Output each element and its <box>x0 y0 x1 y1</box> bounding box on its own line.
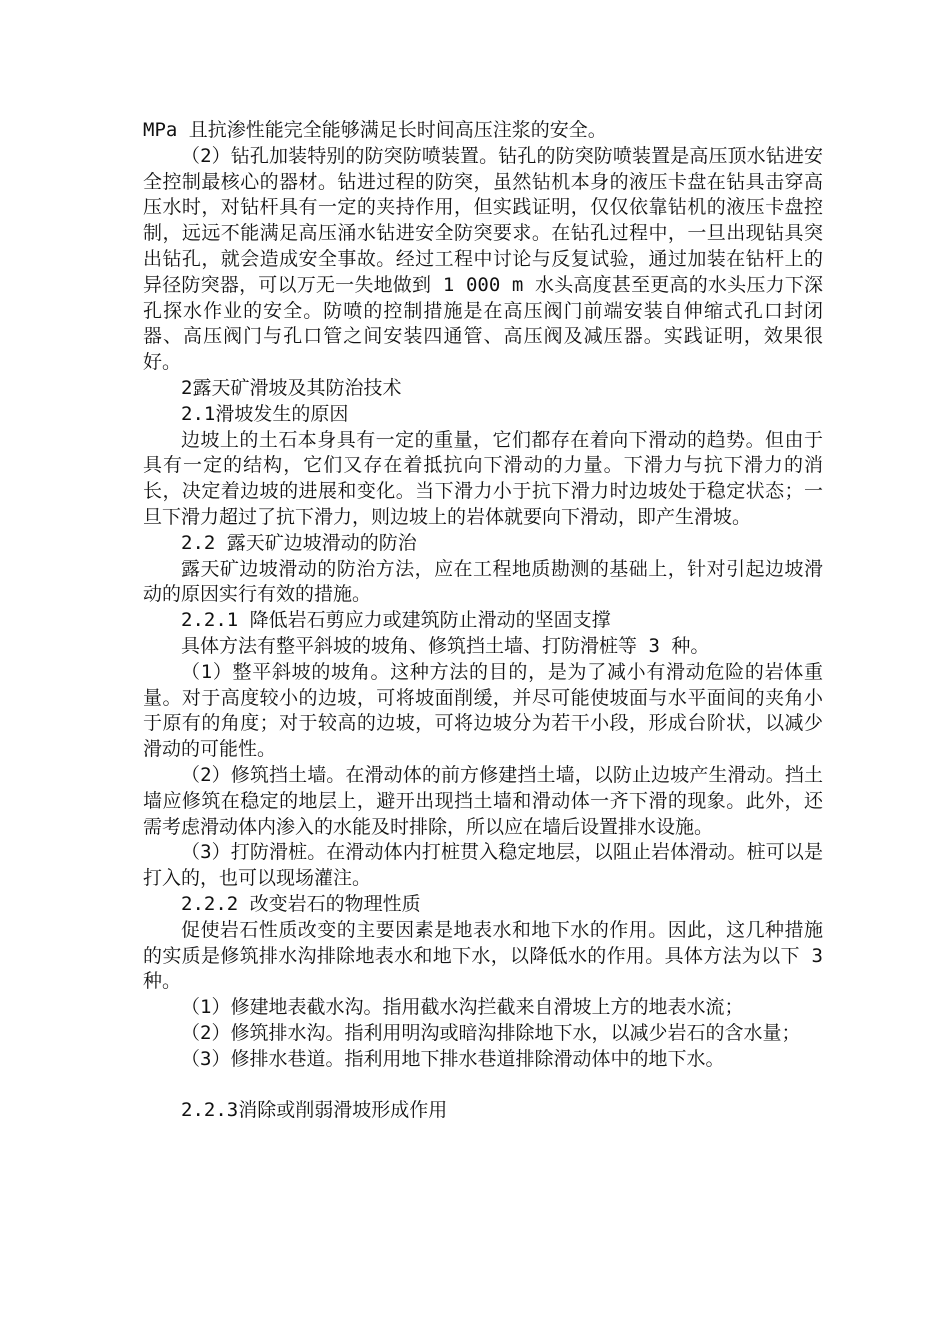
section-heading: 2.2.3消除或削弱滑坡形成作用 <box>181 1099 448 1122</box>
paragraph: （2）修筑挡土墙。在滑动体的前方修建挡土墙，以防止边坡产生滑动。挡土墙应修筑在稳定的地层上，避开出现挡土墙和滑动体一齐下滑的现象。此外，还需考虑滑动体内渗入的水能及时排除，所以应在墙后设置排水设施。 <box>143 763 823 838</box>
document-body <box>143 118 823 1124</box>
section-heading: 2.2 露天矿边坡滑动的防治 <box>181 531 417 554</box>
paragraph: 具体方法有整平斜坡的坡角、修筑挡土墙、打防滑桩等 3 种。 <box>181 634 710 657</box>
paragraph: 露天矿边坡滑动的防治方法，应在工程地质勘测的基础上，针对引起边坡滑动的原因实行有效的措施。 <box>143 557 823 606</box>
paragraph: （1）修建地表截水沟。指用截水沟拦截来自滑坡上方的地表水流； <box>181 996 744 1019</box>
paragraph: （3）打防滑桩。在滑动体内打桩贯入稳定地层，以阻止岩体滑动。桩可以是打入的，也可以现场灌注。 <box>143 841 823 890</box>
paragraph: MPa 且抗渗性能完全能够满足长时间高压注浆的安全。 <box>143 119 607 141</box>
section-heading: 2露天矿滑坡及其防治技术 <box>181 376 402 399</box>
section-heading: 2.1滑坡发生的原因 <box>181 402 349 425</box>
paragraph: （3）修排水巷道。指利用地下排水巷道排除滑动体中的地下水。 <box>181 1047 725 1070</box>
paragraph: （1）整平斜坡的坡角。这种方法的目的，是为了减小有滑动危险的岩体重量。对于高度较小的边坡，可将坡面削缓，并尽可能使坡面与水平面间的夹角小于原有的角度；对于较高的边坡，可将边坡分为若干小段，形成台阶状，以减少滑动的可能性。 <box>143 660 823 761</box>
paragraph: （2）钻孔加装特别的防突防喷装置。钻孔的防突防喷装置是高压顶水钻进安全控制最核心的器材。钻进过程的防突，虽然钻机本身的液压卡盘在钻具击穿高压水时，对钻杆具有一定的夹持作用，但实践证明，仅仅依靠钻机的液压卡盘控制，远远不能满足高压涌水钻进安全防突要求。在钻孔过程中，一旦出现钻具突出钻孔，就会造成安全事故。经过工程中讨论与反复试验，通过加装在钻杆上的异径防突器，可以万无一失地做到 1 000 m 水头高度甚至更高的水头压力下深孔探水作业的安全。防喷的控制措施是在高压阀门前端安装自伸缩式孔口封闭器、高压阀门与孔口管之间安装四通管、高压阀及减压器。实践证明，效果很好。 <box>143 144 823 374</box>
paragraph: 促使岩石性质改变的主要因素是地表水和地下水的作用。因此，这几种措施的实质是修筑排水沟排除地表水和地下水，以降低水的作用。具体方法为以下 3 种。 <box>143 918 823 993</box>
section-heading: 2.2.1 降低岩石剪应力或建筑防止滑动的坚固支撑 <box>181 609 611 632</box>
section-heading: 2.2.2 改变岩石的物理性质 <box>181 892 421 915</box>
paragraph: （2）修筑排水沟。指利用明沟或暗沟排除地下水，以减少岩石的含水量； <box>181 1021 801 1044</box>
blank-line <box>143 1072 823 1098</box>
paragraph: 边坡上的土石本身具有一定的重量，它们都存在着向下滑动的趋势。但由于具有一定的结构，它们又存在着抵抗向下滑动的力量。下滑力与抗下滑力的消长，决定着边坡的进展和变化。当下滑力小于抗下滑力时边坡处于稳定状态；一旦下滑力超过了抗下滑力，则边坡上的岩体就要向下滑动，即产生滑坡。 <box>143 428 823 528</box>
